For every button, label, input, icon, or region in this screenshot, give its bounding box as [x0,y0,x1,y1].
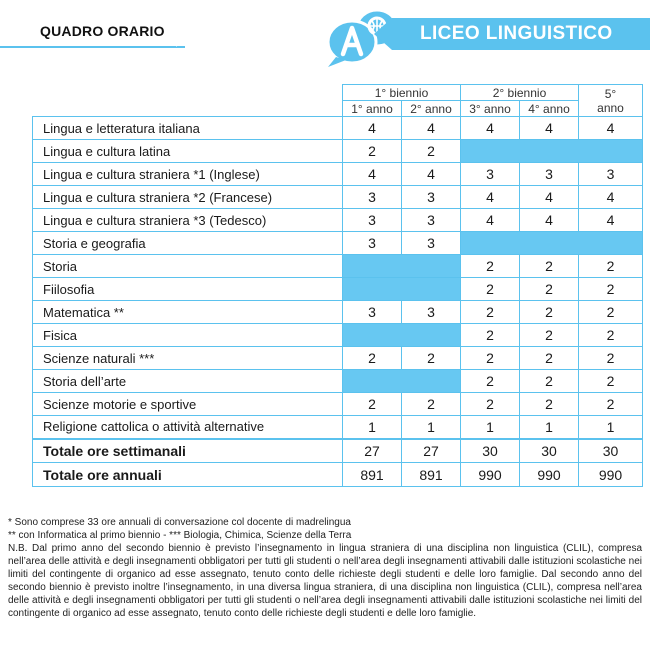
hours-cell: 3 [343,232,402,255]
hours-cell: 1 [579,416,643,439]
subject-row [33,232,643,255]
hours-cell: 2 [402,347,461,370]
total-cell: 990 [579,463,643,487]
subject-row [33,186,643,209]
subject-row [33,370,643,393]
schedule-body [33,117,643,487]
total-cell: 891 [343,463,402,487]
total-cell: 891 [402,463,461,487]
subject-name: Storia [33,255,343,278]
subject-row [33,393,643,416]
hours-cell: 2 [343,347,402,370]
total-cell: 30 [461,439,520,463]
hours-cell: 4 [461,209,520,232]
hours-cell: 2 [461,324,520,347]
hours-cell: 4 [579,209,643,232]
subject-name: Matematica ** [33,301,343,324]
hours-cell: 2 [520,278,579,301]
subject-name: Lingua e letteratura italiana [33,117,343,140]
subject-row [33,324,643,347]
subject-row [33,163,643,186]
footnote-2: ** con Informatica al primo biennio - *** Biologia, Chimica, Scienze della Terra [8,530,352,541]
subject-row [33,117,643,140]
hours-cell: 2 [520,393,579,416]
corner-cell [33,85,343,117]
footnote-1: * Sono comprese 33 ore annuali di conversazione col docente di madrelingua [8,517,351,528]
subject-row [33,347,643,370]
quadro-orario-title: QUADRO ORARIO [40,23,165,39]
hours-cell: 4 [343,117,402,140]
total-cell: 27 [402,439,461,463]
total-weekly-row [33,439,643,463]
hours-cell: 2 [579,324,643,347]
header-arrow [176,19,188,47]
hours-cell: 3 [461,163,520,186]
subject-row [33,278,643,301]
hours-cell: 4 [520,209,579,232]
hours-cell: 4 [461,117,520,140]
hours-cell: 3 [520,163,579,186]
hours-cell: 2 [579,370,643,393]
total-cell: 27 [343,439,402,463]
hours-cell: 1 [343,416,402,439]
hours-cell: 1 [520,416,579,439]
year-header: 3° anno [461,101,520,117]
not-applicable-cell [343,370,461,393]
hours-cell: 1 [402,416,461,439]
group-header-1-biennio: 1° biennio [343,85,461,101]
hours-cell: 2 [461,301,520,324]
year-header: 4° anno [520,101,579,117]
hours-cell: 2 [461,255,520,278]
hours-cell: 2 [402,140,461,163]
hours-cell: 2 [579,301,643,324]
not-applicable-cell [461,232,643,255]
not-applicable-cell [343,255,461,278]
not-applicable-cell [343,324,461,347]
hours-cell: 3 [343,209,402,232]
nb-note-2: Dal secondo anno del secondo biennio è previsto inoltre l’insegnamento, in una diversa lingua straniera, di una disciplina non linguistica (CLIL), compresa nell’area delle attività e degli insegnamenti obbligatori per tutti gli studenti o nell’area degli insegnamenti attivabili dalle istituzioni scolastiche nei limiti del contingente di organico ad esse assegnato, tenuto conto delle richieste degli studenti e delle loro famiglie. [8,569,642,619]
hours-cell: 4 [520,186,579,209]
hours-cell: 4 [520,117,579,140]
hours-cell: 1 [461,416,520,439]
hours-cell: 4 [343,163,402,186]
group-header-row [33,85,643,101]
hours-cell: 2 [579,278,643,301]
subject-name: Lingua e cultura straniera *2 (Francese) [33,186,343,209]
hours-cell: 3 [402,301,461,324]
subject-name: Fisica [33,324,343,347]
hours-cell: 4 [579,117,643,140]
hours-cell: 3 [343,186,402,209]
hours-cell: 2 [520,301,579,324]
hours-cell: 3 [402,186,461,209]
group-header-2-biennio: 2° biennio [461,85,579,101]
subject-name: Scienze motorie e sportive [33,393,343,416]
hours-cell: 2 [520,255,579,278]
total-label: Totale ore annuali [33,463,343,487]
footnotes [8,516,642,620]
subject-name: Religione cattolica o attività alternative [33,416,343,439]
subject-name: Fiilosofia [33,278,343,301]
schedule-table [32,84,643,487]
total-cell: 990 [461,463,520,487]
subject-name: Lingua e cultura straniera *3 (Tedesco) [33,209,343,232]
hours-cell: 4 [402,117,461,140]
hours-cell: 2 [461,347,520,370]
hours-cell: 2 [520,347,579,370]
hours-cell: 2 [520,324,579,347]
total-cell: 30 [579,439,643,463]
hours-cell: 2 [343,393,402,416]
subject-name: Lingua e cultura straniera *1 (Inglese) [33,163,343,186]
hours-cell: 4 [461,186,520,209]
hours-cell: 2 [579,393,643,416]
quadro-orario-header [0,18,185,48]
hours-cell: 2 [461,278,520,301]
hours-cell: 2 [461,370,520,393]
hours-cell: 2 [402,393,461,416]
hours-cell: 2 [520,370,579,393]
total-cell: 990 [520,463,579,487]
hours-cell: 4 [402,163,461,186]
group-header-5-anno: 5° anno [579,85,643,117]
year-header: 1° anno [343,101,402,117]
nb-note [8,542,642,620]
not-applicable-cell [343,278,461,301]
subject-row [33,209,643,232]
hours-cell: 4 [579,186,643,209]
subject-name: Storia dell’arte [33,370,343,393]
hours-cell: 2 [579,347,643,370]
hours-cell: 2 [579,255,643,278]
hours-cell: 3 [402,209,461,232]
hours-cell: 2 [461,393,520,416]
subject-row [33,301,643,324]
hours-cell: 3 [402,232,461,255]
year-header: 2° anno [402,101,461,117]
nb-note-1: N.B. Dal primo anno del secondo biennio è previsto l’insegnamento in lingua straniera di una disciplina non linguistica (CLIL), compresa nell’area delle attività e degli insegnamenti obbligatori per tutti gli studenti o nell’area degli insegnamenti attivabili dalle istituzioni scolastiche nei limiti del contingente di organico ad esse assegnato, tenuto conto delle richieste degli studenti e delle loro famiglie. [8,543,642,580]
total-annual-row [33,463,643,487]
subject-name: Lingua e cultura latina [33,140,343,163]
hours-cell: 2 [343,140,402,163]
subject-name: Scienze naturali *** [33,347,343,370]
subject-row [33,255,643,278]
total-cell: 30 [520,439,579,463]
hours-cell: 3 [579,163,643,186]
subject-name: Storia e geografia [33,232,343,255]
hours-cell: 3 [343,301,402,324]
subject-row [33,416,643,439]
not-applicable-cell [461,140,643,163]
liceo-title: LICEO LINGUISTICO [420,23,613,44]
liceo-banner [392,18,650,50]
total-label: Totale ore settimanali [33,439,343,463]
subject-row [33,140,643,163]
